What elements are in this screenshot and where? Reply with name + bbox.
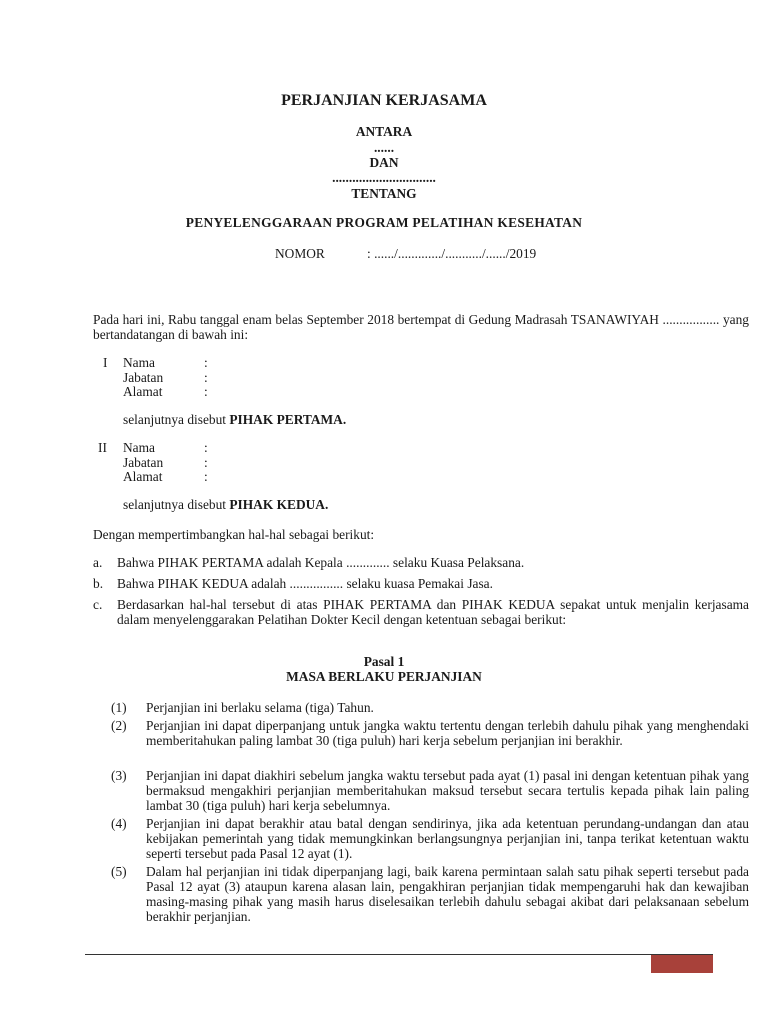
pasal-title: MASA BERLAKU PERJANJIAN: [286, 669, 482, 684]
party1-name-label: Nama: [123, 355, 155, 370]
party2-name-sep: :: [204, 440, 208, 455]
party2-designation-prefix: selanjutnya disebut: [123, 497, 230, 512]
party1-jabatan-label: Jabatan: [123, 370, 164, 385]
considering-marker-b: b.: [93, 576, 104, 591]
document-title: PERJANJIAN KERJASAMA: [281, 92, 487, 109]
party1-alamat-sep: :: [204, 384, 208, 399]
nomor-label: NOMOR: [275, 246, 325, 261]
considering-marker-a: a.: [93, 555, 103, 570]
pasal-item-marker: (4): [111, 816, 127, 831]
pasal-item: Dalam hal perjanjian ini tidak diperpanjang lagi, baik karena permintaan salah satu pihak seperti tersebut pada Pasal 12 ayat (3) ataupun karena alasan lain, pengakhiran perjanjian tidak mempengaruhi hak dan kewajiban masing-masing pihak yang masih harus diselesaikan terlebih dahulu sebagai akibat dari pelaksanaan sebelum berakhir perjanjian.: [146, 864, 749, 924]
party1-jabatan-sep: :: [204, 370, 208, 385]
pasal-number: Pasal 1: [363, 654, 405, 669]
party1-designation-name: PIHAK PERTAMA.: [229, 412, 347, 427]
considering-item-b: Bahwa PIHAK KEDUA adalah ................ selaku kuasa Pemakai Jasa.: [117, 576, 493, 591]
party1-designation: [123, 412, 346, 427]
party2-numeral: II: [98, 440, 107, 455]
nomor-value: : ....../............./.........../....../2019: [367, 246, 537, 261]
party1-alamat-label: Alamat: [123, 384, 163, 399]
considering-item-a: Bahwa PIHAK PERTAMA adalah Kepala ............. selaku Kuasa Pelaksana.: [117, 555, 525, 570]
party2-alamat-sep: :: [204, 469, 208, 484]
antara-label: ANTARA: [355, 124, 413, 139]
considering-item-c: Berdasarkan hal-hal tersebut di atas PIHAK PERTAMA dan PIHAK KEDUA sepakat untuk menjalin kerjasama dalam menyelenggarakan Pelatihan Dokter Kecil dengan ketentuan sebagai berikut:: [117, 597, 749, 627]
agreement-subject: PENYELENGGARAAN PROGRAM PELATIHAN KESEHATAN: [185, 215, 583, 230]
party1-designation-prefix: selanjutnya disebut: [123, 412, 230, 427]
tentang-label: TENTANG: [351, 186, 417, 201]
party-placeholder-1: ......: [373, 140, 395, 155]
party2-jabatan-label: Jabatan: [123, 455, 164, 470]
pasal-item: Perjanjian ini dapat berakhir atau batal dengan sendirinya, jika ada ketentuan perundang-undangan dan atau kebijakan pemerintah yang tidak memungkinkan berlangsungnya perjanjian ini, tanpa terikat ketentuan waktu seperti tersebut pada Pasal 12 ayat (1).: [146, 816, 749, 861]
pasal-item: Perjanjian ini dapat diperpanjang untuk jangka waktu tertentu dengan terlebih dahulu pihak yang menghendaki memberitahukan paling lambat 30 (tiga puluh) hari kerja sebelum perjanjian ini berakhir.: [146, 718, 749, 748]
footer-accent-box: [651, 955, 713, 973]
party-placeholder-2: ...............................: [332, 170, 436, 185]
party2-alamat-label: Alamat: [123, 469, 163, 484]
considering-marker-c: c.: [93, 597, 103, 612]
pasal-item-marker: (2): [111, 718, 127, 733]
party1-name-sep: :: [204, 355, 208, 370]
dan-label: DAN: [369, 155, 399, 170]
pasal-item-marker: (5): [111, 864, 127, 879]
footer-rule: [85, 954, 713, 955]
party2-designation: [123, 497, 328, 512]
pasal-item-marker: (3): [111, 768, 127, 783]
party2-jabatan-sep: :: [204, 455, 208, 470]
intro-paragraph: Pada hari ini, Rabu tanggal enam belas September 2018 bertempat di Gedung Madrasah TSANAWIYAH ................. yang bertandatangan di bawah ini:: [93, 312, 749, 342]
pasal-item: Perjanjian ini dapat diakhiri sebelum jangka waktu tersebut pada ayat (1) pasal ini dengan ketentuan pihak yang bermaksud mengakhiri perjanjian memberitahukan maksud tersebut secara tertulis kepada pihak lain paling lambat 30 (tiga puluh) hari kerja sebelumnya.: [146, 768, 749, 813]
pasal-item: Perjanjian ini berlaku selama (tiga) Tahun.: [146, 700, 374, 715]
party1-numeral: I: [103, 355, 108, 370]
party2-designation-name: PIHAK KEDUA.: [229, 497, 329, 512]
pasal-item-marker: (1): [111, 700, 127, 715]
party2-name-label: Nama: [123, 440, 155, 455]
considering-lead: Dengan mempertimbangkan hal-hal sebagai berikut:: [93, 527, 375, 542]
